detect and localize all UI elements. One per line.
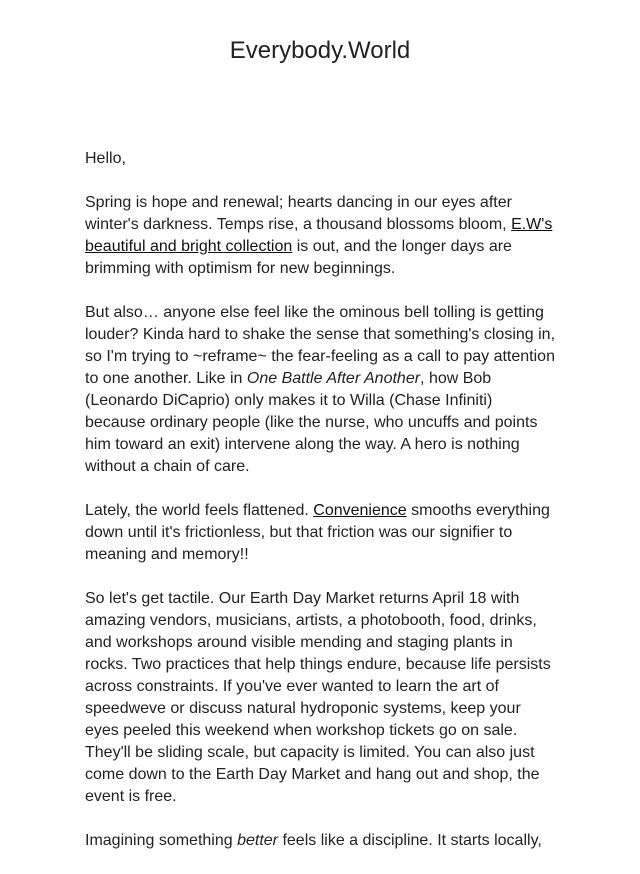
paragraph-text: , how Bob (Leonardo DiCaprio) only makes it to Willa (Chase Infiniti) because ordinary people (like the nurse, who uncuffs and points him toward an exit) intervene along the way. A hero is nothing without a chain of care. [85, 370, 538, 475]
collection-link[interactable]: E.W's beautiful and bright collection [85, 216, 553, 255]
paragraph-text: Spring is hope and renewal; hearts dancing in our eyes after winter's darkness. Temps rise, a thousand blossoms bloom, [85, 194, 512, 233]
paragraph-text: is out, and the longer days are brimming with optimism for new beginnings. [85, 238, 512, 277]
brand-logo-text[interactable]: Everybody.World [229, 37, 411, 64]
paragraph-text: Imagining something [85, 832, 238, 849]
paragraph-spring [85, 192, 557, 280]
paragraph-text: Lately, the world feels flattened. [85, 502, 314, 519]
email-body [85, 148, 557, 874]
greeting: Hello, [85, 150, 126, 167]
convenience-link[interactable]: Convenience [313, 502, 407, 519]
paragraph-friction [85, 500, 557, 566]
paragraph-text: feels like a discipline. It starts locally, [278, 832, 542, 849]
paragraph-earth-day-market: So let's get tactile. Our Earth Day Market returns April 18 with amazing vendors, musicians, artists, a photobooth, food, drinks, and workshops around visible mending and staging plants in rocks. Two practices that help things endure, because life persists across constraints. If you've ever wanted to learn the art of speedweve or discuss natural hydroponic systems, keep your eyes peeled this weekend when workshop tickets go on sale. They'll be sliding scale, but capacity is limited. You can also just come down to the Earth Day Market and hang out and shop, the event is free. [85, 590, 551, 805]
emphasis-text: better [237, 832, 279, 849]
paragraph-text: smooths everything down until it's frictionless, but that friction was our signifier to meaning and memory!! [85, 502, 550, 563]
paragraph-text: But also… anyone else feel like the ominous bell tolling is getting louder? Kinda hard to shake the sense that something's closing in, so I'm trying to ~reframe~ the fear-feeling as a call to pay attention to one another. Like in [85, 304, 556, 387]
email-header [0, 0, 640, 104]
paragraph-chain-of-care [85, 302, 557, 478]
film-title: One Battle After Another [246, 370, 421, 387]
paragraph-imagining [85, 830, 557, 852]
